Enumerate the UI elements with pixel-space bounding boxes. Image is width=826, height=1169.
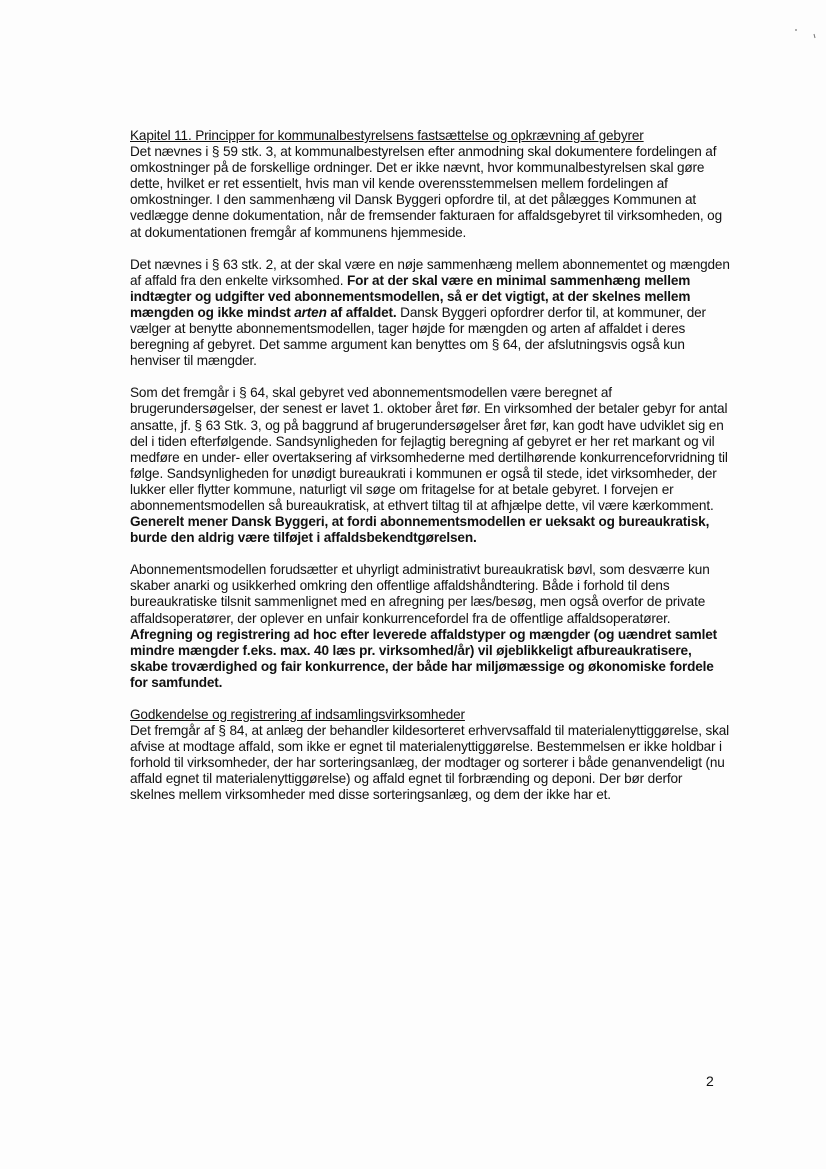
bold-italic-text-run: arten (294, 304, 327, 320)
paragraph-bureaucracy (130, 562, 730, 691)
text-run: Dansk Byggeri opfordrer derfor til, at kommuner, der vælger at benytte abonnementsmodellen, tager højde for mængden og arten af affaldet i deres beregning af gebyret. Det samme argument kan benyttes om § 64, der afslutningsvis også kun henviser til mængder. (130, 304, 706, 369)
paragraph-user-surveys (130, 385, 730, 546)
paragraph-documentation: Det nævnes i § 59 stk. 3, at kommunalbestyrelsen efter anmodning skal dokumentere fordelingen af omkostninger på de forskellige ordninger. Det er ikke nævnt, hvor kommunalbestyrelsen skal gøre dette, hvilket er ret essentielt, hvis man vil kende overensstemmelsen mellem fordelingen af omkostninger. I den sammenhæng vil Dansk Byggeri opfordre til, at det pålægges Kommunen at vedlægge denne dokumentation, når de fremsender fakturaen for affaldsgebyret til virksomheden, og at dokumentationen fremgår af kommunens hjemmeside. (130, 144, 722, 240)
document-body (130, 128, 730, 820)
text-run: Som det fremgår i § 64, skal gebyret ved abonnementsmodellen være beregnet af brugerundersøgelser, der senest er lavet 1. oktober året før. En virksomhed der betaler gebyr for antal ansatte, jf. § 63 Stk. 3, og på baggrund af brugerundersøgelser året før, kan godt have udviklet sig en del i tiden efterfølgende. Sandsynligheden for fejlagtig beregning af gebyret er her ret markant og vil medføre en under- eller overtaksering af virksomhederne med dertilhørende konkurrenceforvridning til følge. Sandsynligheden for unødigt bureaukrati i kommunen er også til stede, idet virksomheder, der lukker eller flytter kommune, naturligt vil søge om fritagelse for at betale gebyret. I forvejen er abonnementsmodellen så bureaukratisk, at ethvert tiltag til at afhjælpe dette, vil være kærkomment. (130, 385, 728, 513)
page-number: 2 (706, 1073, 714, 1089)
section-heading-fees: Kapitel 11. Principper for kommunalbestyrelsens fastsættelse og opkrævning af gebyrer (130, 128, 644, 143)
paragraph-subscription-model (130, 257, 730, 370)
scan-artifact-mark (790, 24, 820, 40)
bold-text-run: af affaldet. (326, 304, 397, 320)
bold-text-run: For at der skal være en minimal sammenhæng mellem indtægter og udgifter ved abonnementsmodellen, så er det vigtigt, at der skelnes mellem mængden og ikke mindst (130, 272, 691, 320)
paragraph-sorting-facilities: Det fremgår af § 84, at anlæg der behandler kildesorteret erhvervsaffald til materialenyttiggørelse, skal afvise at modtage affald, som ikke er egnet til materialenyttiggørelse. Bestemmelsen er ikke holdbar i forhold til virksomheder, der har sorteringsanlæg, der modtager og sorterer i både genanvendeligt (nu affald egnet til materialenyttiggørelse) og affald egnet til forbrænding og deponi. Der bør derfor skelnes mellem virksomheder med disse sorteringsanlæg, og dem der ikke har et. (130, 723, 730, 803)
bold-text-run: Generelt mener Dansk Byggeri, at fordi abonnementsmodellen er ueksakt og bureaukratisk, burde den aldrig være tilføjet i affaldsbekendtgørelsen. (130, 514, 710, 546)
bold-text-run: Afregning og registrering ad hoc efter leverede affaldstyper og mængder (og uændret samlet mindre mængder f.eks. max. 40 læs pr. virksomhed/år) vil øjeblikkeligt afbureaukratisere, skabe troværdighed og fair konkurrence, der både har miljømæssige og økonomiske fordele for samfundet. (130, 626, 718, 690)
section-heading-registration: Godkendelse og registrering af indsamlingsvirksomheder (130, 707, 465, 722)
text-run: Det nævnes i § 63 stk. 2, at der skal være en nøje sammenhæng mellem abonnementet og mængden af affald fra den enkelte virksomhed. (130, 256, 730, 288)
text-run: Abonnementsmodellen forudsætter et uhyrligt administrativt bureaukratisk bøvl, som desværre kun skaber anarki og usikkerhed omkring den offentlige affaldshåndtering. Både i forhold til dens bureaukratiske tilsnit sammenlignet med en afregning per læs/besøg, men også overfor de private affaldsoperatører, der oplever en unfair konkurrencefordel fra de offentlige affaldsoperatører. (130, 562, 710, 626)
